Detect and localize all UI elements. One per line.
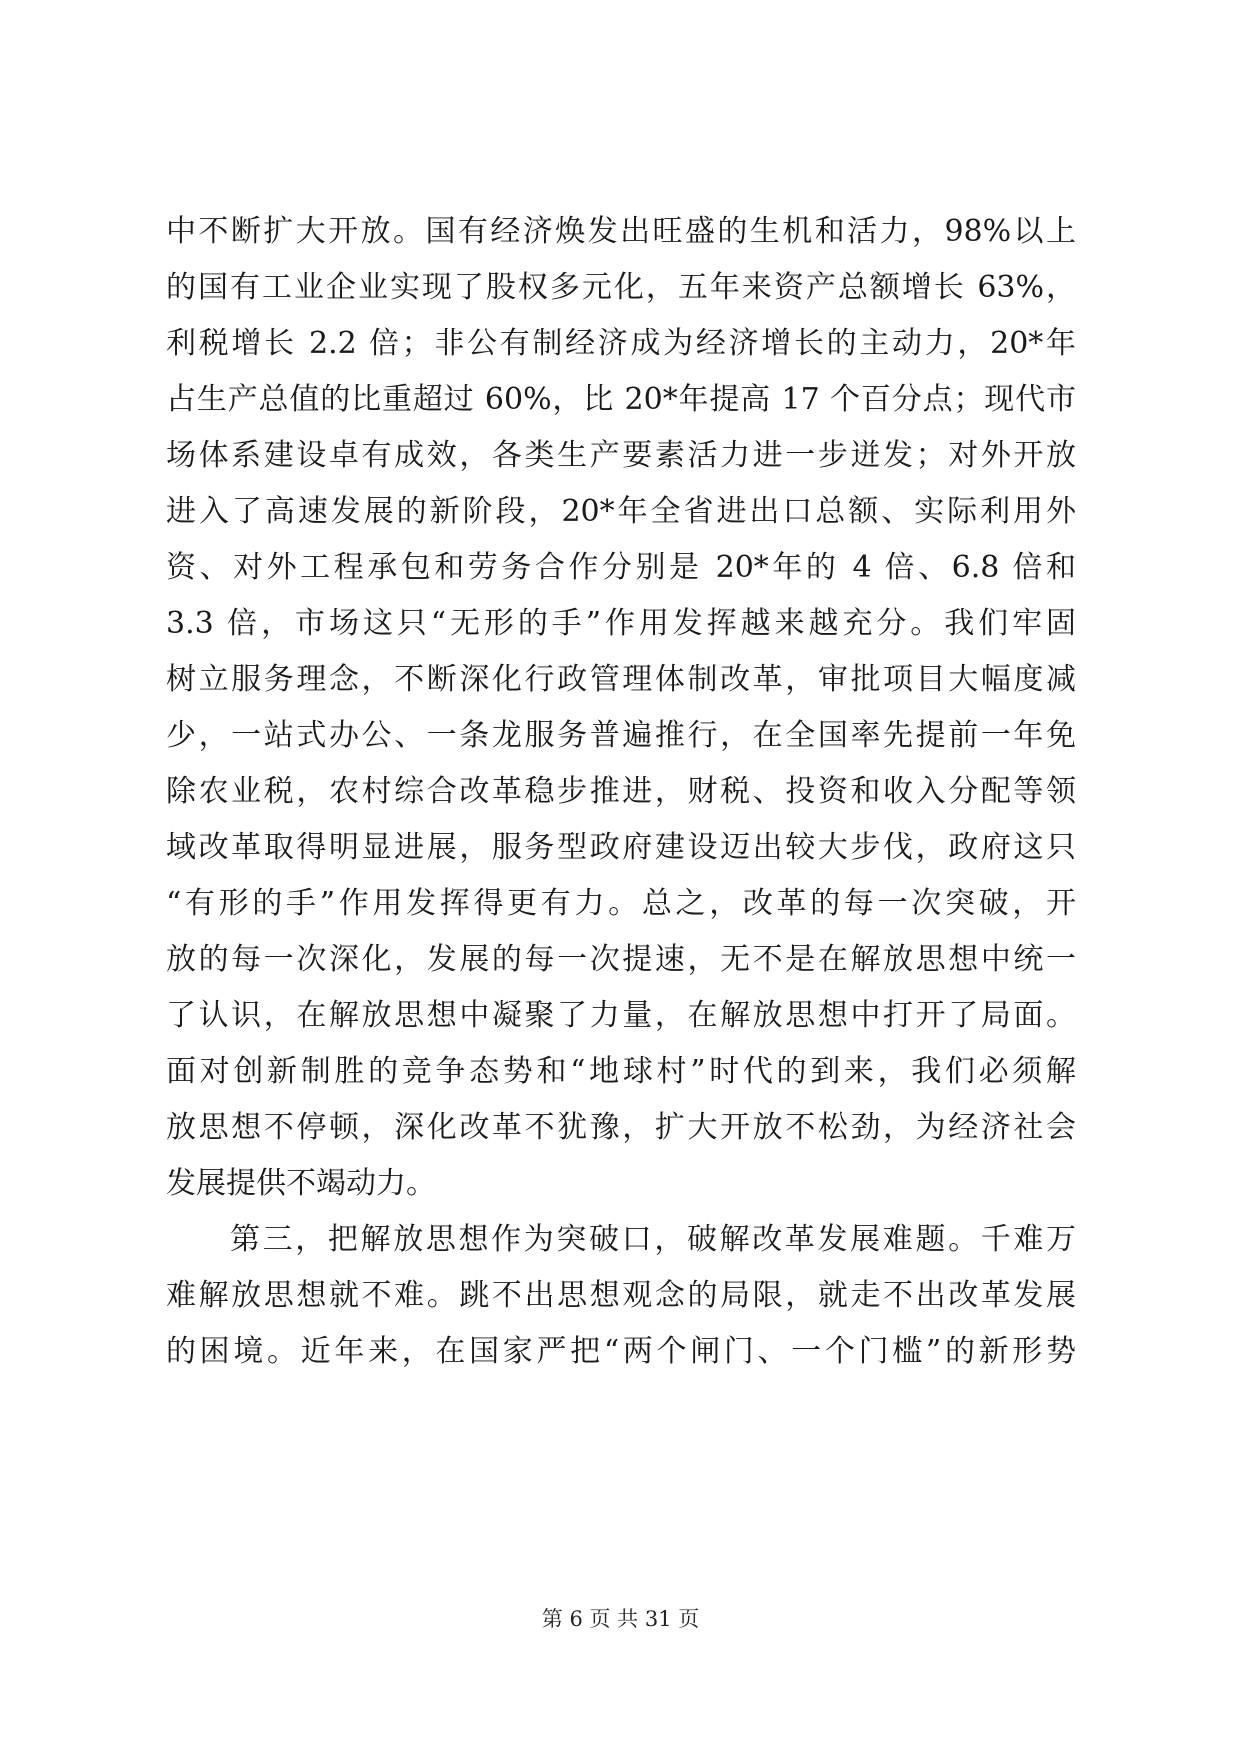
paragraph-line: 放思想不停顿，深化改革不犹豫，扩大开放不松劲，为经济社会 [166,1110,1076,1145]
paragraph-line: 面对创新制胜的竞争态势和“地球村”时代的到来，我们必须解 [166,1054,1076,1089]
paragraph-line: 资、对外工程承包和劳务合作分别是 20*年的 4 倍、6.8 倍和 [166,550,1076,585]
paragraph-line: 除农业税，农村综合改革稳步推进，财税、投资和收入分配等领 [166,774,1076,809]
paragraph-line: 放的每一次深化，发展的每一次提速，无不是在解放思想中统一 [166,942,1076,977]
paragraph-line: 树立服务理念，不断深化行政管理体制改革，审批项目大幅度减 [166,662,1076,697]
paragraph-line: 第三，把解放思想作为突破口，破解改革发展难题。千难万 [230,1222,1076,1257]
paragraph-line: 利税增长 2.2 倍；非公有制经济成为经济增长的主动力，20*年 [166,326,1076,361]
paragraph-line: 发展提供不竭动力。 [166,1166,436,1201]
paragraph-line: 少，一站式办公、一条龙服务普遍推行，在全国率先提前一年免 [166,718,1076,753]
paragraph-line: 占生产总值的比重超过 60%，比 20*年提高 17 个百分点；现代市 [166,382,1076,417]
page-number-footer: 第 6 页 共 31 页 [541,1607,700,1631]
paragraph-line: 难解放思想就不难。跳不出思想观念的局限，就走不出改革发展 [166,1278,1076,1313]
paragraph-line: 进入了高速发展的新阶段，20*年全省进出口总额、实际利用外 [166,494,1076,529]
paragraph-line: 了认识，在解放思想中凝聚了力量，在解放思想中打开了局面。 [166,998,1076,1033]
paragraph-line: 的困境。近年来，在国家严把“两个闸门、一个门槛”的新形势 [166,1334,1076,1369]
paragraph-line: 场体系建设卓有成效，各类生产要素活力进一步迸发；对外开放 [166,438,1076,473]
paragraph-line: 3.3 倍，市场这只“无形的手”作用发挥越来越充分。我们牢固 [166,606,1076,641]
paragraph-line: 的国有工业企业实现了股权多元化，五年来资产总额增长 63%， [166,270,1076,305]
paragraph-line: 域改革取得明显进展，服务型政府建设迈出较大步伐，政府这只 [166,830,1076,865]
paragraph-line: 中不断扩大开放。国有经济焕发出旺盛的生机和活力，98%以上 [166,214,1076,249]
paragraph-line: “有形的手”作用发挥得更有力。总之，改革的每一次突破，开 [166,886,1076,921]
